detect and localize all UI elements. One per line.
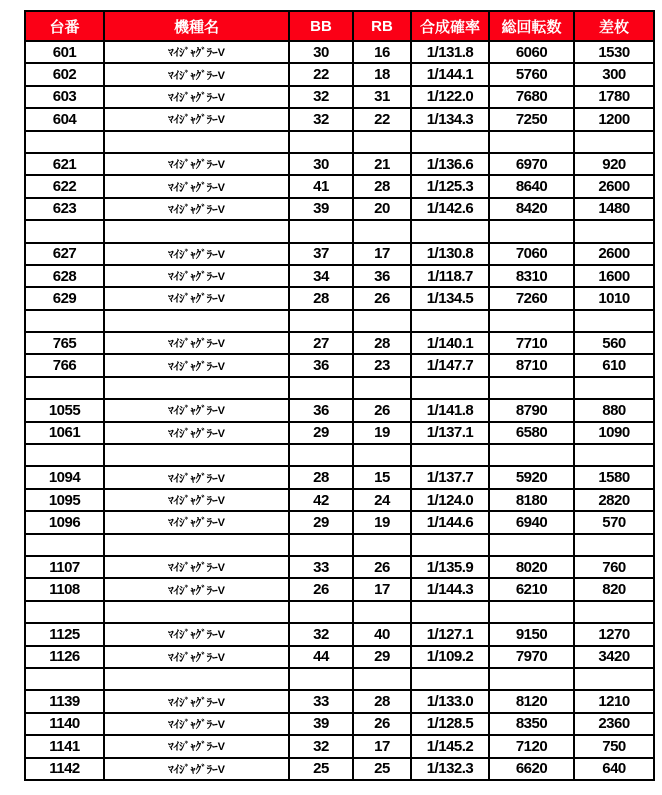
table-row: [25, 690, 654, 712]
cell-rb: 26: [353, 399, 411, 421]
cell-dai-ban: 1055: [25, 399, 104, 421]
header-row: [25, 11, 654, 41]
cell-rb: 26: [353, 287, 411, 309]
blank-cell: [574, 668, 654, 690]
blank-cell: [574, 131, 654, 153]
cell-gosei-kakuritsu: 1/135.9: [411, 556, 489, 578]
blank-cell: [104, 444, 289, 466]
cell-gosei-kakuritsu: 1/142.6: [411, 198, 489, 220]
cell-bb: 25: [289, 758, 353, 780]
blank-cell: [104, 668, 289, 690]
header-kishu-mei: 機種名: [104, 11, 289, 41]
blank-cell: [353, 220, 411, 242]
cell-so-kaitensu: 6060: [489, 41, 574, 63]
cell-rb: 25: [353, 758, 411, 780]
table-row: [25, 399, 654, 421]
table-row: [25, 646, 654, 668]
header-gosei-kakuritsu: 合成確率: [411, 11, 489, 41]
table-row: [25, 243, 654, 265]
cell-dai-ban: 604: [25, 108, 104, 130]
cell-so-kaitensu: 8310: [489, 265, 574, 287]
cell-rb: 21: [353, 153, 411, 175]
cell-kishu-mei: ﾏｲｼﾞｬｸﾞﾗｰV: [104, 153, 289, 175]
cell-dai-ban: 1096: [25, 511, 104, 533]
blank-cell: [104, 601, 289, 623]
cell-bb: 28: [289, 287, 353, 309]
cell-dai-ban: 1095: [25, 489, 104, 511]
cell-gosei-kakuritsu: 1/147.7: [411, 354, 489, 376]
blank-cell: [25, 444, 104, 466]
cell-so-kaitensu: 7710: [489, 332, 574, 354]
blank-cell: [574, 310, 654, 332]
blank-cell: [25, 601, 104, 623]
cell-samai: 1270: [574, 623, 654, 645]
cell-bb: 36: [289, 399, 353, 421]
cell-kishu-mei: ﾏｲｼﾞｬｸﾞﾗｰV: [104, 758, 289, 780]
table-row: [25, 287, 654, 309]
cell-kishu-mei: ﾏｲｼﾞｬｸﾞﾗｰV: [104, 578, 289, 600]
cell-so-kaitensu: 8790: [489, 399, 574, 421]
cell-gosei-kakuritsu: 1/109.2: [411, 646, 489, 668]
cell-bb: 32: [289, 86, 353, 108]
cell-so-kaitensu: 8020: [489, 556, 574, 578]
cell-rb: 29: [353, 646, 411, 668]
table-row: [25, 511, 654, 533]
cell-gosei-kakuritsu: 1/137.1: [411, 422, 489, 444]
cell-kishu-mei: ﾏｲｼﾞｬｸﾞﾗｰV: [104, 332, 289, 354]
table-body: [25, 41, 654, 780]
blank-cell: [574, 444, 654, 466]
cell-samai: 1530: [574, 41, 654, 63]
cell-kishu-mei: ﾏｲｼﾞｬｸﾞﾗｰV: [104, 198, 289, 220]
cell-rb: 36: [353, 265, 411, 287]
blank-separator-row: [25, 131, 654, 153]
cell-kishu-mei: ﾏｲｼﾞｬｸﾞﾗｰV: [104, 399, 289, 421]
cell-so-kaitensu: 7120: [489, 735, 574, 757]
cell-bb: 32: [289, 108, 353, 130]
cell-gosei-kakuritsu: 1/131.8: [411, 41, 489, 63]
cell-dai-ban: 765: [25, 332, 104, 354]
cell-samai: 560: [574, 332, 654, 354]
blank-cell: [489, 601, 574, 623]
cell-dai-ban: 1141: [25, 735, 104, 757]
blank-cell: [289, 534, 353, 556]
cell-kishu-mei: ﾏｲｼﾞｬｸﾞﾗｰV: [104, 265, 289, 287]
blank-cell: [489, 668, 574, 690]
blank-cell: [289, 668, 353, 690]
table-row: [25, 556, 654, 578]
cell-rb: 31: [353, 86, 411, 108]
table-row: [25, 153, 654, 175]
cell-samai: 1210: [574, 690, 654, 712]
cell-rb: 22: [353, 108, 411, 130]
table-row: [25, 108, 654, 130]
blank-separator-row: [25, 310, 654, 332]
cell-gosei-kakuritsu: 1/144.1: [411, 63, 489, 85]
cell-samai: 750: [574, 735, 654, 757]
header-dai-ban: 台番: [25, 11, 104, 41]
cell-samai: 610: [574, 354, 654, 376]
blank-cell: [489, 131, 574, 153]
cell-so-kaitensu: 6970: [489, 153, 574, 175]
table-row: [25, 623, 654, 645]
cell-gosei-kakuritsu: 1/127.1: [411, 623, 489, 645]
machine-data-table: [24, 10, 655, 781]
cell-bb: 28: [289, 466, 353, 488]
cell-bb: 32: [289, 735, 353, 757]
blank-cell: [411, 310, 489, 332]
cell-so-kaitensu: 7680: [489, 86, 574, 108]
blank-separator-row: [25, 534, 654, 556]
blank-cell: [411, 444, 489, 466]
cell-rb: 26: [353, 713, 411, 735]
cell-bb: 34: [289, 265, 353, 287]
blank-cell: [353, 534, 411, 556]
cell-bb: 30: [289, 153, 353, 175]
cell-bb: 32: [289, 623, 353, 645]
table-row: [25, 63, 654, 85]
cell-bb: 41: [289, 175, 353, 197]
table-row: [25, 466, 654, 488]
cell-rb: 17: [353, 735, 411, 757]
blank-cell: [289, 220, 353, 242]
blank-cell: [104, 534, 289, 556]
cell-gosei-kakuritsu: 1/144.3: [411, 578, 489, 600]
cell-bb: 33: [289, 690, 353, 712]
table-row: [25, 578, 654, 600]
cell-gosei-kakuritsu: 1/124.0: [411, 489, 489, 511]
blank-separator-row: [25, 601, 654, 623]
cell-dai-ban: 629: [25, 287, 104, 309]
cell-rb: 18: [353, 63, 411, 85]
cell-kishu-mei: ﾏｲｼﾞｬｸﾞﾗｰV: [104, 690, 289, 712]
cell-bb: 42: [289, 489, 353, 511]
cell-rb: 19: [353, 511, 411, 533]
cell-kishu-mei: ﾏｲｼﾞｬｸﾞﾗｰV: [104, 422, 289, 444]
cell-samai: 640: [574, 758, 654, 780]
blank-cell: [289, 310, 353, 332]
cell-kishu-mei: ﾏｲｼﾞｬｸﾞﾗｰV: [104, 735, 289, 757]
cell-so-kaitensu: 8180: [489, 489, 574, 511]
cell-dai-ban: 623: [25, 198, 104, 220]
cell-kishu-mei: ﾏｲｼﾞｬｸﾞﾗｰV: [104, 175, 289, 197]
cell-so-kaitensu: 6580: [489, 422, 574, 444]
header-bb: BB: [289, 11, 353, 41]
header-so-kaitensu: 総回転数: [489, 11, 574, 41]
blank-cell: [411, 377, 489, 399]
cell-bb: 39: [289, 713, 353, 735]
cell-so-kaitensu: 8640: [489, 175, 574, 197]
cell-kishu-mei: ﾏｲｼﾞｬｸﾞﾗｰV: [104, 108, 289, 130]
blank-cell: [25, 131, 104, 153]
cell-rb: 19: [353, 422, 411, 444]
cell-so-kaitensu: 7060: [489, 243, 574, 265]
cell-rb: 17: [353, 243, 411, 265]
cell-bb: 29: [289, 422, 353, 444]
blank-cell: [489, 377, 574, 399]
cell-rb: 16: [353, 41, 411, 63]
cell-so-kaitensu: 7250: [489, 108, 574, 130]
cell-dai-ban: 602: [25, 63, 104, 85]
cell-dai-ban: 766: [25, 354, 104, 376]
cell-dai-ban: 628: [25, 265, 104, 287]
cell-gosei-kakuritsu: 1/145.2: [411, 735, 489, 757]
cell-bb: 44: [289, 646, 353, 668]
cell-gosei-kakuritsu: 1/140.1: [411, 332, 489, 354]
cell-rb: 15: [353, 466, 411, 488]
blank-cell: [489, 444, 574, 466]
cell-gosei-kakuritsu: 1/118.7: [411, 265, 489, 287]
blank-cell: [25, 534, 104, 556]
cell-gosei-kakuritsu: 1/133.0: [411, 690, 489, 712]
table-row: [25, 713, 654, 735]
cell-kishu-mei: ﾏｲｼﾞｬｸﾞﾗｰV: [104, 489, 289, 511]
cell-gosei-kakuritsu: 1/130.8: [411, 243, 489, 265]
cell-samai: 1090: [574, 422, 654, 444]
table-row: [25, 735, 654, 757]
cell-samai: 920: [574, 153, 654, 175]
table-row: [25, 265, 654, 287]
blank-separator-row: [25, 444, 654, 466]
blank-cell: [574, 377, 654, 399]
table-row: [25, 758, 654, 780]
cell-dai-ban: 1142: [25, 758, 104, 780]
cell-so-kaitensu: 8350: [489, 713, 574, 735]
cell-bb: 27: [289, 332, 353, 354]
cell-rb: 24: [353, 489, 411, 511]
blank-cell: [489, 220, 574, 242]
blank-cell: [353, 601, 411, 623]
cell-so-kaitensu: 8120: [489, 690, 574, 712]
blank-cell: [104, 131, 289, 153]
blank-cell: [25, 668, 104, 690]
table-row: [25, 489, 654, 511]
cell-bb: 30: [289, 41, 353, 63]
cell-rb: 28: [353, 332, 411, 354]
blank-cell: [289, 601, 353, 623]
cell-kishu-mei: ﾏｲｼﾞｬｸﾞﾗｰV: [104, 466, 289, 488]
cell-kishu-mei: ﾏｲｼﾞｬｸﾞﾗｰV: [104, 623, 289, 645]
cell-so-kaitensu: 6620: [489, 758, 574, 780]
table-row: [25, 41, 654, 63]
blank-separator-row: [25, 377, 654, 399]
cell-so-kaitensu: 6210: [489, 578, 574, 600]
cell-dai-ban: 1125: [25, 623, 104, 645]
blank-cell: [353, 377, 411, 399]
cell-so-kaitensu: 5920: [489, 466, 574, 488]
cell-rb: 23: [353, 354, 411, 376]
cell-bb: 29: [289, 511, 353, 533]
blank-cell: [574, 534, 654, 556]
blank-cell: [104, 310, 289, 332]
cell-bb: 22: [289, 63, 353, 85]
cell-gosei-kakuritsu: 1/125.3: [411, 175, 489, 197]
cell-samai: 1600: [574, 265, 654, 287]
table-header: [25, 11, 654, 41]
cell-rb: 28: [353, 690, 411, 712]
cell-kishu-mei: ﾏｲｼﾞｬｸﾞﾗｰV: [104, 287, 289, 309]
cell-samai: 820: [574, 578, 654, 600]
cell-so-kaitensu: 7970: [489, 646, 574, 668]
table-row: [25, 86, 654, 108]
cell-samai: 1480: [574, 198, 654, 220]
cell-gosei-kakuritsu: 1/144.6: [411, 511, 489, 533]
cell-samai: 760: [574, 556, 654, 578]
cell-rb: 20: [353, 198, 411, 220]
cell-samai: 570: [574, 511, 654, 533]
cell-dai-ban: 1061: [25, 422, 104, 444]
cell-bb: 33: [289, 556, 353, 578]
cell-so-kaitensu: 6940: [489, 511, 574, 533]
cell-gosei-kakuritsu: 1/132.3: [411, 758, 489, 780]
cell-samai: 880: [574, 399, 654, 421]
cell-rb: 26: [353, 556, 411, 578]
cell-rb: 28: [353, 175, 411, 197]
blank-cell: [411, 131, 489, 153]
cell-dai-ban: 1139: [25, 690, 104, 712]
cell-kishu-mei: ﾏｲｼﾞｬｸﾞﾗｰV: [104, 243, 289, 265]
cell-dai-ban: 1126: [25, 646, 104, 668]
blank-cell: [411, 534, 489, 556]
cell-so-kaitensu: 5760: [489, 63, 574, 85]
cell-samai: 2360: [574, 713, 654, 735]
cell-samai: 1010: [574, 287, 654, 309]
cell-samai: 1780: [574, 86, 654, 108]
table-row: [25, 198, 654, 220]
blank-cell: [289, 131, 353, 153]
cell-gosei-kakuritsu: 1/134.5: [411, 287, 489, 309]
cell-dai-ban: 601: [25, 41, 104, 63]
cell-dai-ban: 603: [25, 86, 104, 108]
blank-cell: [353, 444, 411, 466]
blank-cell: [574, 220, 654, 242]
cell-gosei-kakuritsu: 1/134.3: [411, 108, 489, 130]
cell-gosei-kakuritsu: 1/136.6: [411, 153, 489, 175]
blank-cell: [289, 444, 353, 466]
cell-bb: 36: [289, 354, 353, 376]
cell-samai: 2600: [574, 175, 654, 197]
cell-kishu-mei: ﾏｲｼﾞｬｸﾞﾗｰV: [104, 41, 289, 63]
cell-kishu-mei: ﾏｲｼﾞｬｸﾞﾗｰV: [104, 86, 289, 108]
blank-cell: [411, 668, 489, 690]
cell-rb: 17: [353, 578, 411, 600]
cell-so-kaitensu: 7260: [489, 287, 574, 309]
blank-cell: [25, 377, 104, 399]
cell-dai-ban: 1107: [25, 556, 104, 578]
cell-dai-ban: 1140: [25, 713, 104, 735]
blank-cell: [353, 310, 411, 332]
cell-gosei-kakuritsu: 1/122.0: [411, 86, 489, 108]
table-row: [25, 332, 654, 354]
cell-dai-ban: 1108: [25, 578, 104, 600]
blank-cell: [489, 310, 574, 332]
cell-so-kaitensu: 8710: [489, 354, 574, 376]
cell-samai: 1200: [574, 108, 654, 130]
blank-cell: [289, 377, 353, 399]
blank-separator-row: [25, 668, 654, 690]
blank-cell: [411, 220, 489, 242]
blank-cell: [489, 534, 574, 556]
blank-cell: [353, 668, 411, 690]
cell-gosei-kakuritsu: 1/141.8: [411, 399, 489, 421]
cell-kishu-mei: ﾏｲｼﾞｬｸﾞﾗｰV: [104, 63, 289, 85]
blank-cell: [411, 601, 489, 623]
cell-bb: 26: [289, 578, 353, 600]
cell-bb: 37: [289, 243, 353, 265]
cell-samai: 2600: [574, 243, 654, 265]
cell-dai-ban: 621: [25, 153, 104, 175]
cell-dai-ban: 1094: [25, 466, 104, 488]
header-samai: 差枚: [574, 11, 654, 41]
cell-samai: 300: [574, 63, 654, 85]
table-row: [25, 422, 654, 444]
cell-kishu-mei: ﾏｲｼﾞｬｸﾞﾗｰV: [104, 713, 289, 735]
cell-rb: 40: [353, 623, 411, 645]
cell-bb: 39: [289, 198, 353, 220]
cell-samai: 2820: [574, 489, 654, 511]
cell-kishu-mei: ﾏｲｼﾞｬｸﾞﾗｰV: [104, 511, 289, 533]
header-rb: RB: [353, 11, 411, 41]
table-row: [25, 354, 654, 376]
blank-cell: [353, 131, 411, 153]
cell-kishu-mei: ﾏｲｼﾞｬｸﾞﾗｰV: [104, 354, 289, 376]
cell-so-kaitensu: 9150: [489, 623, 574, 645]
table-row: [25, 175, 654, 197]
cell-gosei-kakuritsu: 1/137.7: [411, 466, 489, 488]
cell-gosei-kakuritsu: 1/128.5: [411, 713, 489, 735]
cell-samai: 3420: [574, 646, 654, 668]
cell-kishu-mei: ﾏｲｼﾞｬｸﾞﾗｰV: [104, 646, 289, 668]
cell-samai: 1580: [574, 466, 654, 488]
cell-dai-ban: 622: [25, 175, 104, 197]
cell-so-kaitensu: 8420: [489, 198, 574, 220]
blank-cell: [104, 377, 289, 399]
blank-cell: [104, 220, 289, 242]
blank-cell: [25, 310, 104, 332]
blank-cell: [25, 220, 104, 242]
blank-cell: [574, 601, 654, 623]
blank-separator-row: [25, 220, 654, 242]
cell-dai-ban: 627: [25, 243, 104, 265]
cell-kishu-mei: ﾏｲｼﾞｬｸﾞﾗｰV: [104, 556, 289, 578]
